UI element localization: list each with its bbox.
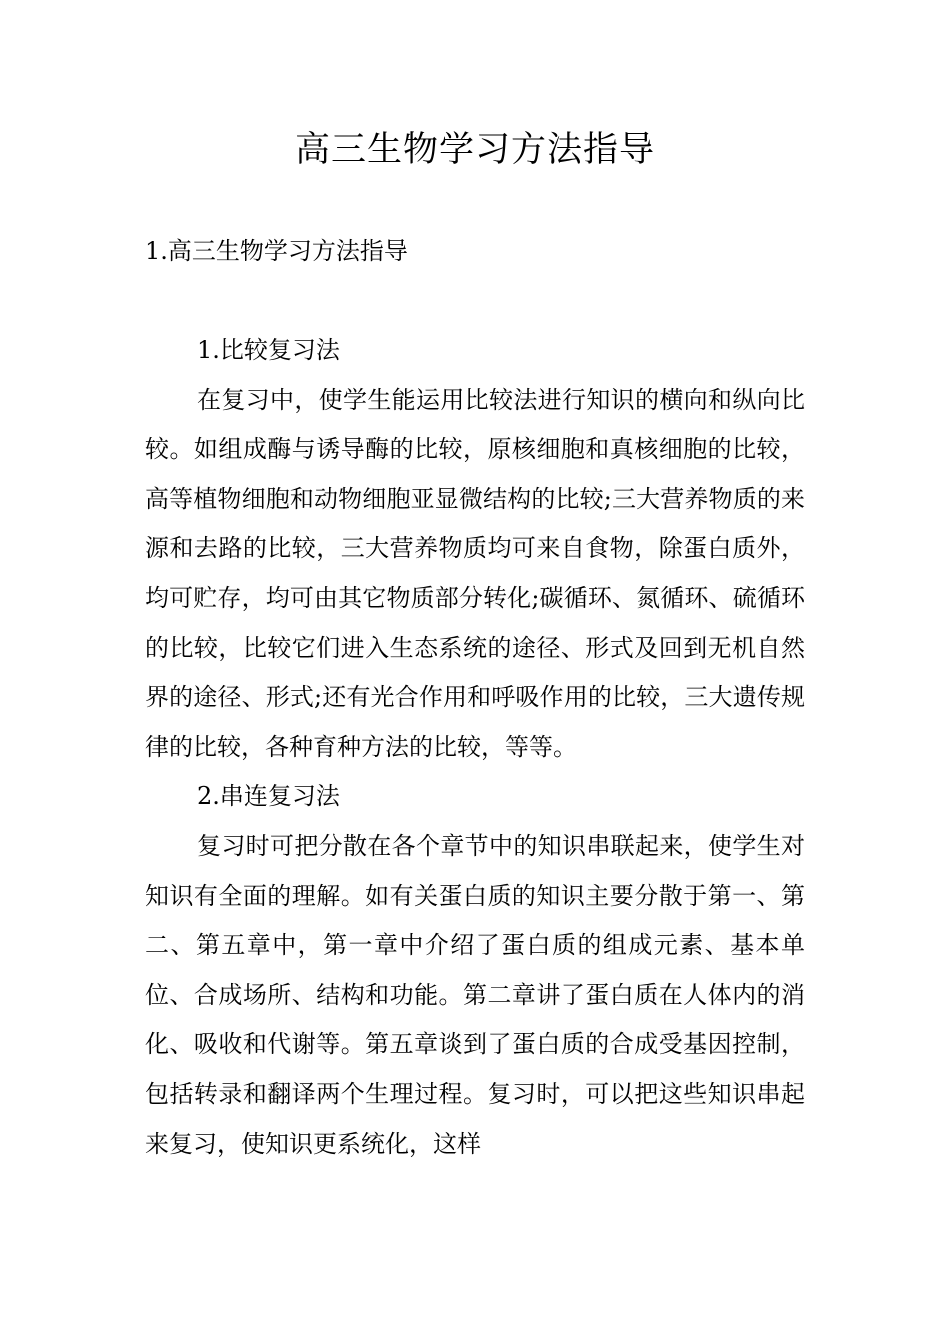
section-heading-comparison: 1.比较复习法 bbox=[197, 336, 340, 364]
toc-item: 1.高三生物学习方法指导 bbox=[145, 237, 408, 265]
document-title: 高三生物学习方法指导 bbox=[294, 130, 655, 170]
section-heading-series: 2.串连复习法 bbox=[197, 782, 340, 811]
document-body bbox=[145, 326, 805, 1169]
section-paragraph-comparison: 在复习中，使学生能运用比较法进行知识的横向和纵向比较。如组成酶与诱导酶的比较，原核细胞和真核细胞的比较，高等植物细胞和动物细胞亚显微结构的比较;三大营养物质的来源和去路的比较，三大营养物质均可来自食物，除蛋白质外，均可贮存，均可由其它物质部分转化;碳循环、氮循环、硫循环的比较，比较它们进入生态系统的途径、形式及回到无机自然界的途径、形式;还有光合作用和呼吸作用的比较，三大遗传规律的比较，各种育种方法的比较，等等。 bbox=[145, 385, 805, 761]
section-paragraph-series: 复习时可把分散在各个章节中的知识串联起来，使学生对知识有全面的理解。如有关蛋白质的知识主要分散于第一、第二、第五章中，第一章中介绍了蛋白质的组成元素、基本单位、合成场所、结构和功能。第二章讲了蛋白质在人体内的消化、吸收和代谢等。第五章谈到了蛋白质的合成受基因控制，包括转录和翻译两个生理过程。复习时，可以把这些知识串起来复习，使知识更系统化，这样 bbox=[145, 831, 805, 1158]
